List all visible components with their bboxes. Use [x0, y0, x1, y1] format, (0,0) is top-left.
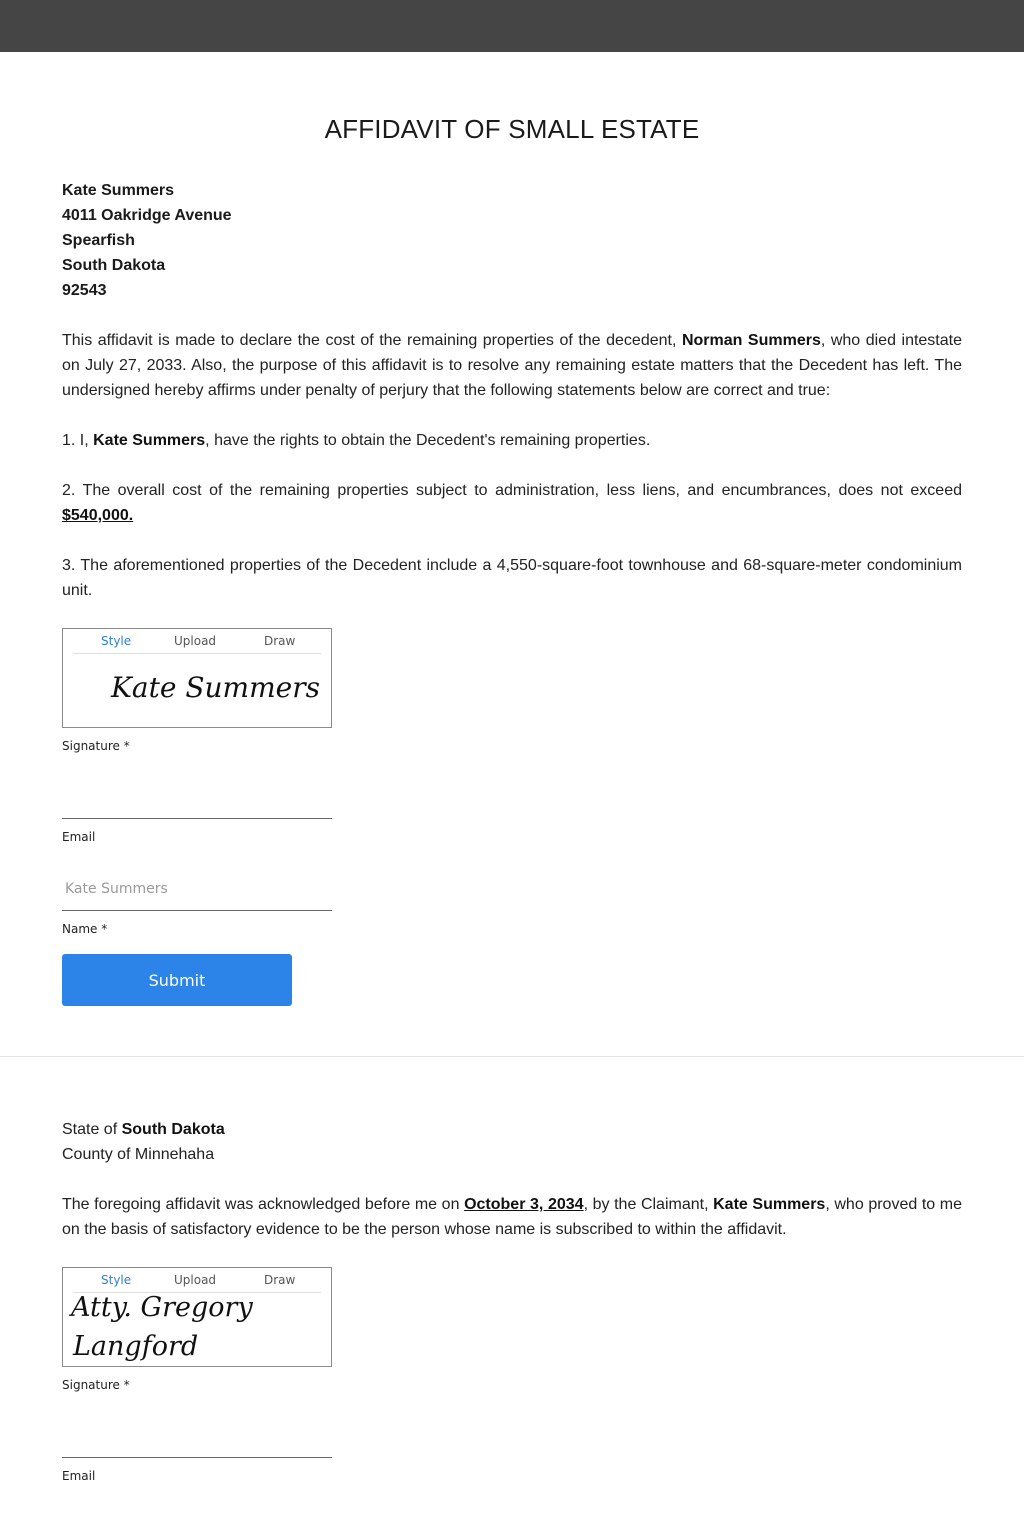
signature-mode-tabs	[73, 1268, 321, 1293]
section-divider	[0, 1056, 1024, 1057]
tab-upload[interactable]: Upload	[174, 634, 217, 648]
submit-button[interactable]: Submit	[62, 954, 292, 1006]
intro-text: This affidavit is made to declare the cost of the remaining properties of the decedent,	[62, 332, 682, 349]
ack-date: October 3, 2034	[464, 1196, 584, 1213]
ack-text: The foregoing affidavit was acknowledged before me on	[62, 1196, 465, 1213]
email-field[interactable]	[62, 1425, 332, 1455]
signature-value-line1: Atty. Gregory	[71, 1292, 253, 1323]
claimant-address	[62, 178, 962, 303]
signature-value: Kate Summers	[111, 671, 320, 704]
top-bar	[0, 0, 1024, 52]
notary-venue	[62, 1117, 962, 1167]
name-label: Name *	[62, 922, 108, 936]
acknowledgment-paragraph	[62, 1192, 962, 1242]
county-line: County of Minnehaha	[62, 1146, 215, 1163]
address-line: 4011 Oakridge Avenue	[62, 207, 232, 224]
signature-pad[interactable]	[62, 628, 332, 728]
email-underline	[62, 818, 332, 819]
intro-paragraph	[62, 328, 962, 403]
name-underline	[62, 910, 332, 911]
document-title: AFFIDAVIT OF SMALL ESTATE	[324, 114, 700, 144]
signature-mode-tabs	[73, 629, 321, 654]
email-label: Email	[62, 830, 96, 844]
ack-text: , by the Claimant,	[583, 1196, 714, 1213]
signature-value-line2: Langford	[73, 1331, 199, 1362]
address-line: Kate Summers	[62, 182, 175, 199]
claimant-name: Kate Summers	[93, 432, 206, 449]
tab-upload[interactable]: Upload	[174, 1273, 217, 1287]
address-line: Spearfish	[62, 232, 135, 249]
intro-text: , who died intestate on July 27, 2033. Also, the purpose of this affidavit is to resolve any remaining estate matters that the Decedent has left. The undersigned hereby affirms under penalty of perjury that the following statements below are correct and true:	[62, 332, 962, 399]
state-name: South Dakota	[121, 1121, 225, 1138]
tab-style[interactable]: Style	[101, 634, 132, 648]
signature-pad[interactable]	[62, 1267, 332, 1367]
email-underline	[62, 1457, 332, 1458]
statement-3: 3. The aforementioned properties of the Decedent include a 4,550-square-foot townhouse and 68-square-meter condominium unit.	[62, 557, 962, 599]
email-label: Email	[62, 1469, 96, 1483]
signature-label: Signature *	[62, 739, 130, 753]
tab-draw[interactable]: Draw	[264, 1273, 296, 1287]
ack-text: , who proved to me on the basis of satisfactory evidence to be the person whose name is subscribed to within the affidavit.	[62, 1196, 963, 1238]
state-line	[62, 1117, 962, 1142]
statement-text: , have the rights to obtain the Decedent's remaining properties.	[205, 432, 651, 449]
statement-text: 1. I,	[62, 432, 94, 449]
statement-2	[62, 478, 962, 528]
decedent-name: Norman Summers	[681, 332, 821, 349]
claimant-name: Kate Summers	[713, 1196, 826, 1213]
address-line: South Dakota	[62, 257, 166, 274]
estate-amount: $540,000.	[62, 507, 134, 524]
state-prefix: State of	[62, 1121, 122, 1138]
tab-style[interactable]: Style	[101, 1273, 132, 1287]
address-line: 92543	[62, 282, 107, 299]
statement-1	[62, 428, 962, 453]
statement-text: 2. The overall cost of the remaining properties subject to administration, less liens, and encumbrances, does not exceed	[62, 482, 962, 499]
signature-label: Signature *	[62, 1378, 130, 1392]
name-field[interactable]	[62, 874, 332, 904]
email-field[interactable]	[62, 786, 332, 816]
tab-draw[interactable]: Draw	[264, 634, 296, 648]
